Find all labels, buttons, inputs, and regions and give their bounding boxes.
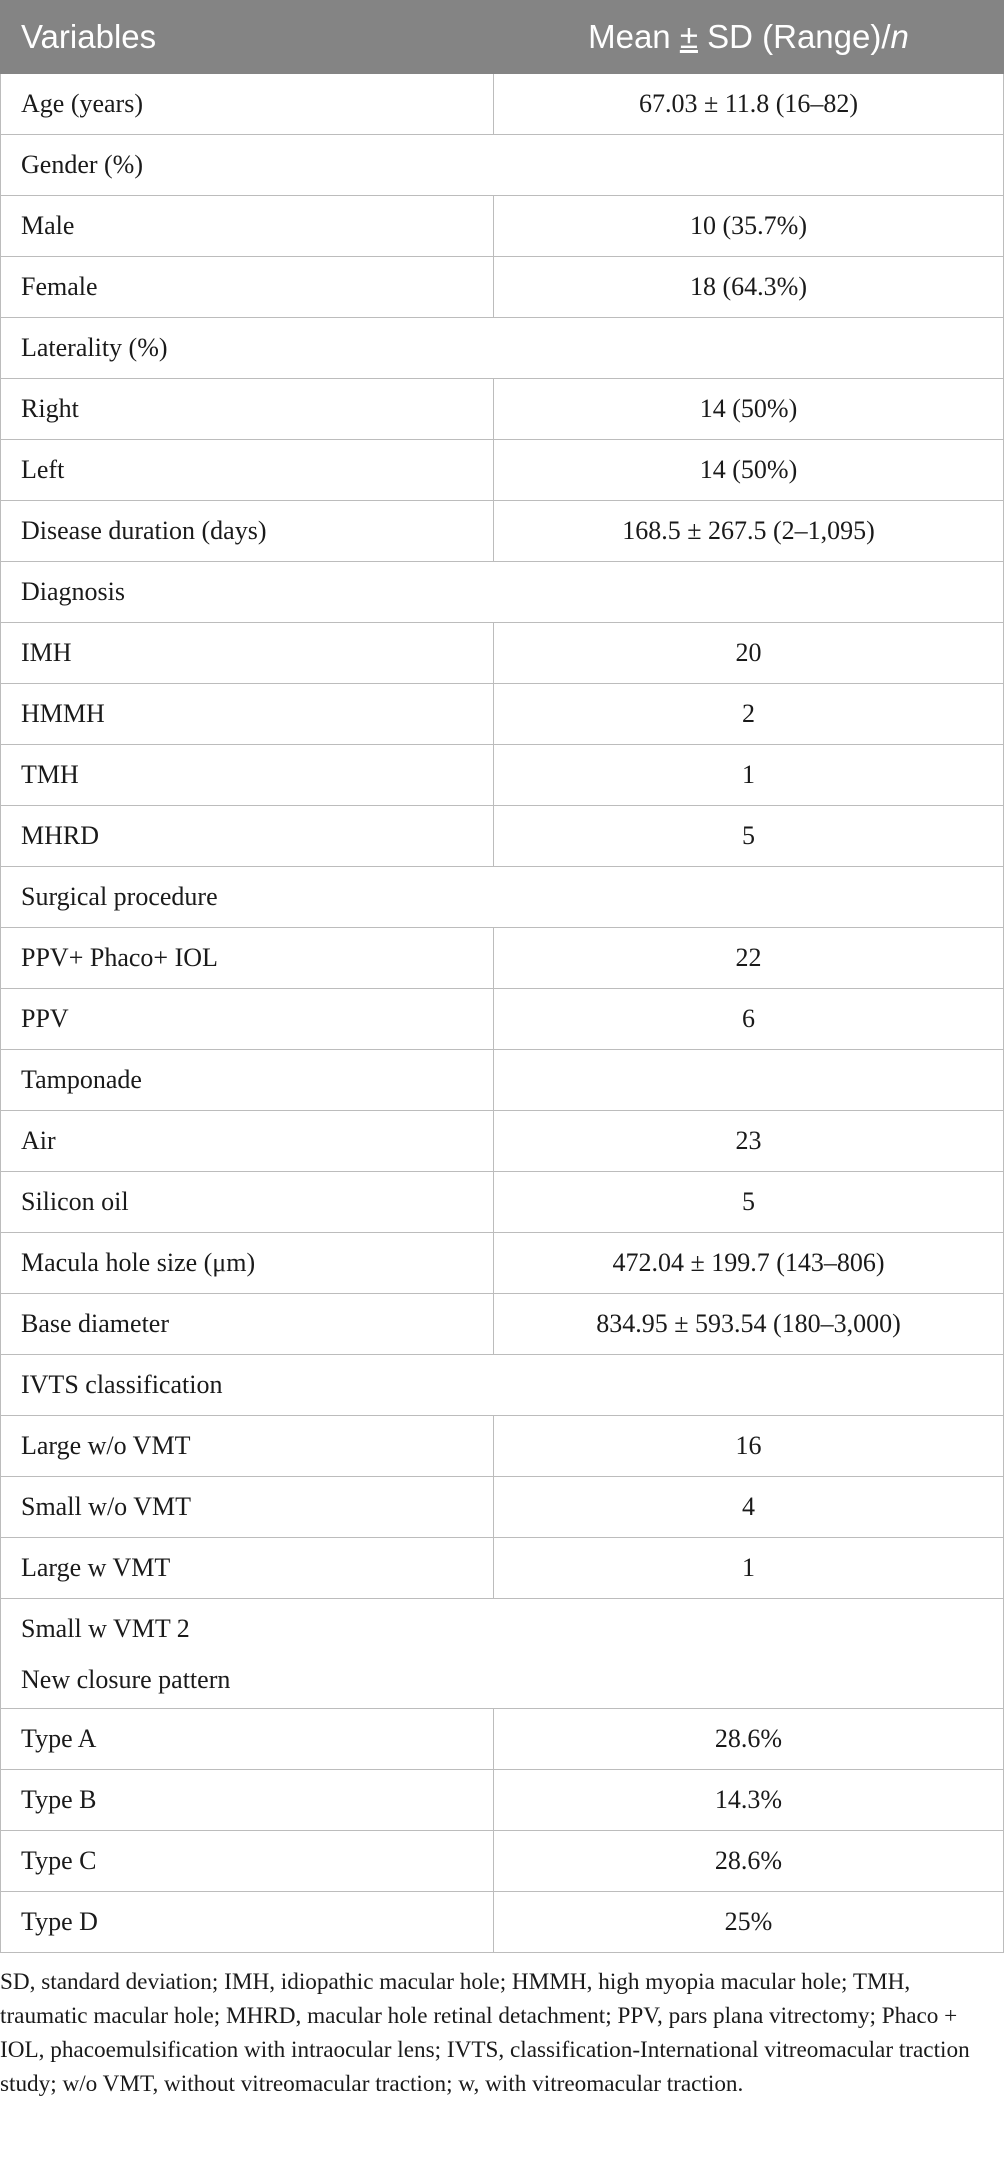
variable-label: Male	[1, 196, 494, 257]
variable-label: Large w/o VMT	[1, 1416, 494, 1477]
table-row	[1, 989, 1004, 1050]
variable-value: 5	[494, 1172, 1004, 1233]
variable-value: 168.5 ± 267.5 (2–1,095)	[494, 501, 1004, 562]
variable-value: 5	[494, 806, 1004, 867]
variable-value: 4	[494, 1477, 1004, 1538]
variable-label: Large w VMT	[1, 1538, 494, 1599]
table-body	[1, 74, 1004, 1953]
variable-label: PPV	[1, 989, 494, 1050]
table-row	[1, 440, 1004, 501]
section-heading: Laterality (%)	[1, 318, 1004, 379]
variable-value	[494, 1050, 1004, 1111]
table-footnote: SD, standard deviation; IMH, idiopathic macular hole; HMMH, high myopia macular hole; TMH, traumatic macular hole; MHRD, macular hole retinal detachment; PPV, pars plana vitrectomy; Phaco + IOL, phacoemulsification with intraocular lens; IVTS, classification-International vitreomacular traction study; w/o VMT, without vitreomacular traction; w, with vitreomacular traction.	[0, 1969, 970, 2097]
table-row	[1, 1892, 1004, 1953]
variable-label: HMMH	[1, 684, 494, 745]
variable-label: Silicon oil	[1, 1172, 494, 1233]
table-row	[1, 1416, 1004, 1477]
variable-label: Macula hole size (μm)	[1, 1233, 494, 1294]
variable-label: Right	[1, 379, 494, 440]
variable-label: Type A	[1, 1709, 494, 1770]
variable-label: Type D	[1, 1892, 494, 1953]
table-row	[1, 1294, 1004, 1355]
table-row	[1, 135, 1004, 196]
table-row	[1, 501, 1004, 562]
section-heading: Gender (%)	[1, 135, 1004, 196]
table-row	[1, 1111, 1004, 1172]
variable-value: 6	[494, 989, 1004, 1050]
section-heading: IVTS classification	[1, 1355, 1004, 1416]
variable-value: 16	[494, 1416, 1004, 1477]
variable-label: Air	[1, 1111, 494, 1172]
table-row	[1, 318, 1004, 379]
header-sd-range-text: SD (Range)/	[697, 18, 891, 55]
table-row	[1, 745, 1004, 806]
section-line-1: Small w VMT 2	[21, 1613, 190, 1643]
section-heading-double	[1, 1599, 1004, 1709]
variable-label: Age (years)	[1, 74, 494, 135]
table-row	[1, 1355, 1004, 1416]
variable-value: 1	[494, 1538, 1004, 1599]
table-row	[1, 1050, 1004, 1111]
section-heading: Surgical procedure	[1, 867, 1004, 928]
variable-value: 14 (50%)	[494, 440, 1004, 501]
table-row	[1, 928, 1004, 989]
variable-value: 2	[494, 684, 1004, 745]
table-row	[1, 806, 1004, 867]
table-row	[1, 257, 1004, 318]
variable-value: 28.6%	[494, 1831, 1004, 1892]
variable-label: Base diameter	[1, 1294, 494, 1355]
variable-label: Type C	[1, 1831, 494, 1892]
table-row	[1, 1233, 1004, 1294]
variable-value: 67.03 ± 11.8 (16–82)	[494, 74, 1004, 135]
variable-value: 14 (50%)	[494, 379, 1004, 440]
header-mean-text: Mean	[588, 18, 680, 55]
variable-label: Type B	[1, 1770, 494, 1831]
variable-value: 18 (64.3%)	[494, 257, 1004, 318]
variable-label: MHRD	[1, 806, 494, 867]
table-header	[1, 1, 1004, 74]
header-variables: Variables	[1, 1, 494, 74]
table-row	[1, 1709, 1004, 1770]
table-row	[1, 1538, 1004, 1599]
variable-label: PPV+ Phaco+ IOL	[1, 928, 494, 989]
variable-label: Left	[1, 440, 494, 501]
table-row	[1, 623, 1004, 684]
variable-value: 14.3%	[494, 1770, 1004, 1831]
table-row	[1, 379, 1004, 440]
variable-label: Tamponade	[1, 1050, 494, 1111]
header-n-symbol: n	[890, 18, 909, 55]
variable-label: Female	[1, 257, 494, 318]
header-mean-sd	[494, 1, 1004, 74]
table-row	[1, 1172, 1004, 1233]
table-row	[1, 684, 1004, 745]
variable-value: 28.6%	[494, 1709, 1004, 1770]
section-heading: Diagnosis	[1, 562, 1004, 623]
table-row	[1, 1831, 1004, 1892]
variable-value: 472.04 ± 199.7 (143–806)	[494, 1233, 1004, 1294]
table-row	[1, 1770, 1004, 1831]
variable-value: 23	[494, 1111, 1004, 1172]
header-plus-minus: ±	[679, 18, 698, 55]
table-row	[1, 1599, 1004, 1709]
table-row	[1, 1477, 1004, 1538]
header-row	[1, 1, 1004, 74]
variable-label: Disease duration (days)	[1, 501, 494, 562]
variable-value: 834.95 ± 593.54 (180–3,000)	[494, 1294, 1004, 1355]
variable-label: TMH	[1, 745, 494, 806]
section-line-2: New closure pattern	[21, 1664, 231, 1694]
variable-value: 22	[494, 928, 1004, 989]
variable-value: 25%	[494, 1892, 1004, 1953]
table-row	[1, 867, 1004, 928]
variable-value: 10 (35.7%)	[494, 196, 1004, 257]
variable-label: IMH	[1, 623, 494, 684]
table-row	[1, 196, 1004, 257]
table-row	[1, 74, 1004, 135]
table-row	[1, 562, 1004, 623]
variable-value: 1	[494, 745, 1004, 806]
variable-value: 20	[494, 623, 1004, 684]
variable-label: Small w/o VMT	[1, 1477, 494, 1538]
